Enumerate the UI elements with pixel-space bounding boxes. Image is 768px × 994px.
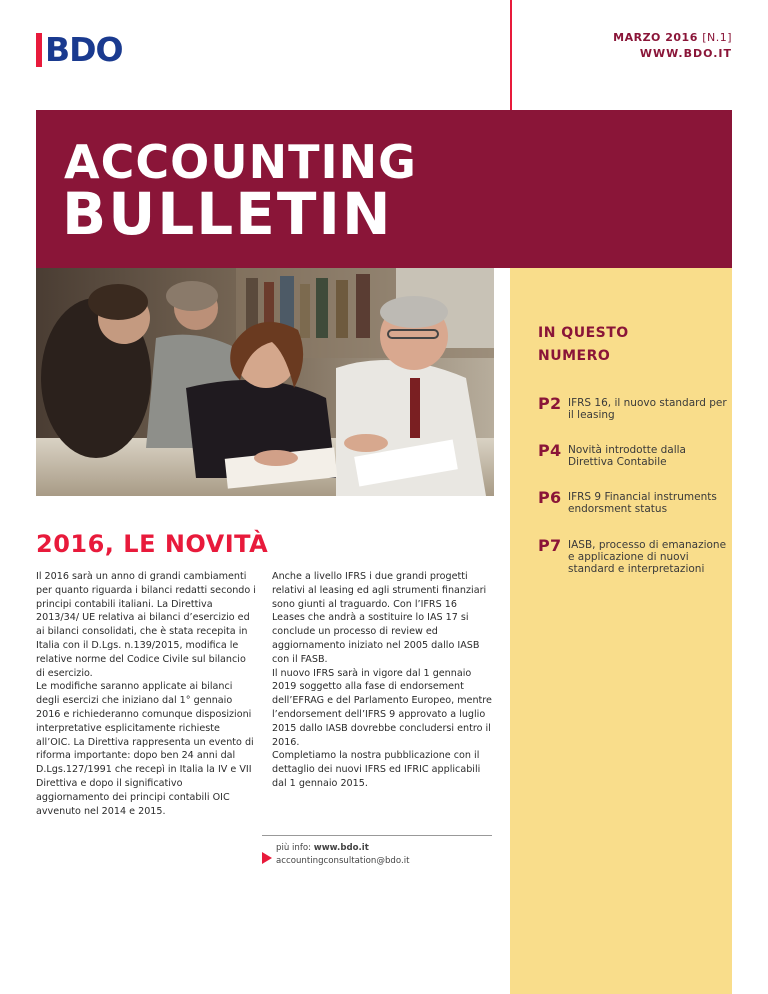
- toc-prefix: P: [538, 536, 550, 555]
- toc-title-line1: IN QUESTO: [538, 325, 629, 341]
- meeting-photo-illustration: [36, 268, 494, 496]
- paragraph: Le modifiche saranno applicate ai bilanci degli esercizi che iniziano dal 1° gennaio 2016 e richiederanno comunque disposizioni interpretative esplicitamente richieste all’OIC. La Direttiva rappresenta un evento di riforma importante: dopo ben 24 anni dal D.Lgs.127/1991 che recepì in Italia la IV e VII Direttiva e dopo il significativo aggiornamento dei principi contabili OIC avvenuto nel 2014 e 2015.: [36, 681, 254, 817]
- info-text: [276, 842, 492, 868]
- toc-page-number: 6: [550, 488, 562, 507]
- toc-page-number: 4: [550, 441, 562, 460]
- toc-title-line2: NUMERO: [538, 348, 611, 364]
- toc-prefix: P: [538, 441, 550, 460]
- paragraph: Anche a livello IFRS i due grandi progetti relativi al leasing ed agli strumenti finanziari sono giunti al traguardo. Con l’IFRS 16 Leases che andrà a sostituire lo IAS 17 si conclude un processo di review ed aggiornamento iniziato nel 2005 dallo IASB con il FASB.: [272, 571, 487, 665]
- email-link[interactable]: accountingconsultation@bdo.it: [276, 856, 410, 866]
- toc-box: [538, 322, 728, 575]
- issue-number: [N.1]: [702, 31, 732, 44]
- cover-photo: [36, 268, 494, 496]
- toc-item-text: IFRS 16, il nuovo standard per il leasing: [568, 397, 727, 421]
- info-label: più info:: [276, 843, 312, 853]
- article-column-1: [36, 570, 256, 818]
- article-headline: 2016, LE NOVITÀ: [36, 530, 269, 558]
- info-box: [262, 835, 492, 868]
- banner-title-accounting: ACCOUNTING: [64, 135, 417, 189]
- article-column-2: [272, 570, 492, 791]
- paragraph: Completiamo la nostra pubblicazione con il dettaglio dei nuovi IFRS ed IFRIC applicabili dal 1 gennaio 2015.: [272, 750, 481, 789]
- issue-date: [613, 30, 732, 46]
- issue-url[interactable]: WWW.BDO.IT: [639, 47, 732, 60]
- toc-item-text: Novità introdotte dalla Direttiva Contabile: [568, 444, 686, 468]
- toc-title: [538, 322, 728, 368]
- toc-page-number: 2: [550, 394, 562, 413]
- accent-line: [510, 0, 512, 110]
- paragraph: Il nuovo IFRS sarà in vigore dal 1 gennaio 2019 soggetto alla fase di endorsement dell’EFRAG e del Parlamento Europeo, mentre l’endorsement dell’IFRS 9 approvato a luglio 2015 dallo IASB dovrebbe concludersi entro il 2016.: [272, 667, 492, 748]
- toc-prefix: P: [538, 488, 550, 507]
- website-link[interactable]: www.bdo.it: [313, 843, 369, 853]
- logo-bar-icon: [36, 33, 42, 67]
- title-banner: [36, 110, 732, 268]
- logo-text: BDO: [45, 30, 123, 69]
- toc-prefix: P: [538, 394, 550, 413]
- issue-info: [613, 30, 732, 62]
- issue-month: MARZO 2016: [613, 31, 698, 44]
- arrow-right-icon: [262, 852, 272, 864]
- banner-title-bulletin: BULLETIN: [62, 180, 393, 248]
- bdo-logo[interactable]: [36, 30, 140, 69]
- toc-item-text: IFRS 9 Financial instruments endorsment status: [568, 491, 717, 515]
- paragraph: Il 2016 sarà un anno di grandi cambiamenti per quanto riguarda i bilanci redatti secondo i principi contabili italiani. La Direttiva 2013/34/ UE relativa ai bilanci d’esercizio ed ai bilanci consolidati, che è stata recepita in Italia con il D.Lgs. n.139/2015, modifica le relative norme del Codice Civile sul bilancio di esercizio.: [36, 571, 256, 679]
- toc-page-number: 7: [550, 536, 562, 555]
- toc-item-text: IASB, processo di emanazione e applicazione di nuovi standard e interpretazioni: [568, 539, 727, 575]
